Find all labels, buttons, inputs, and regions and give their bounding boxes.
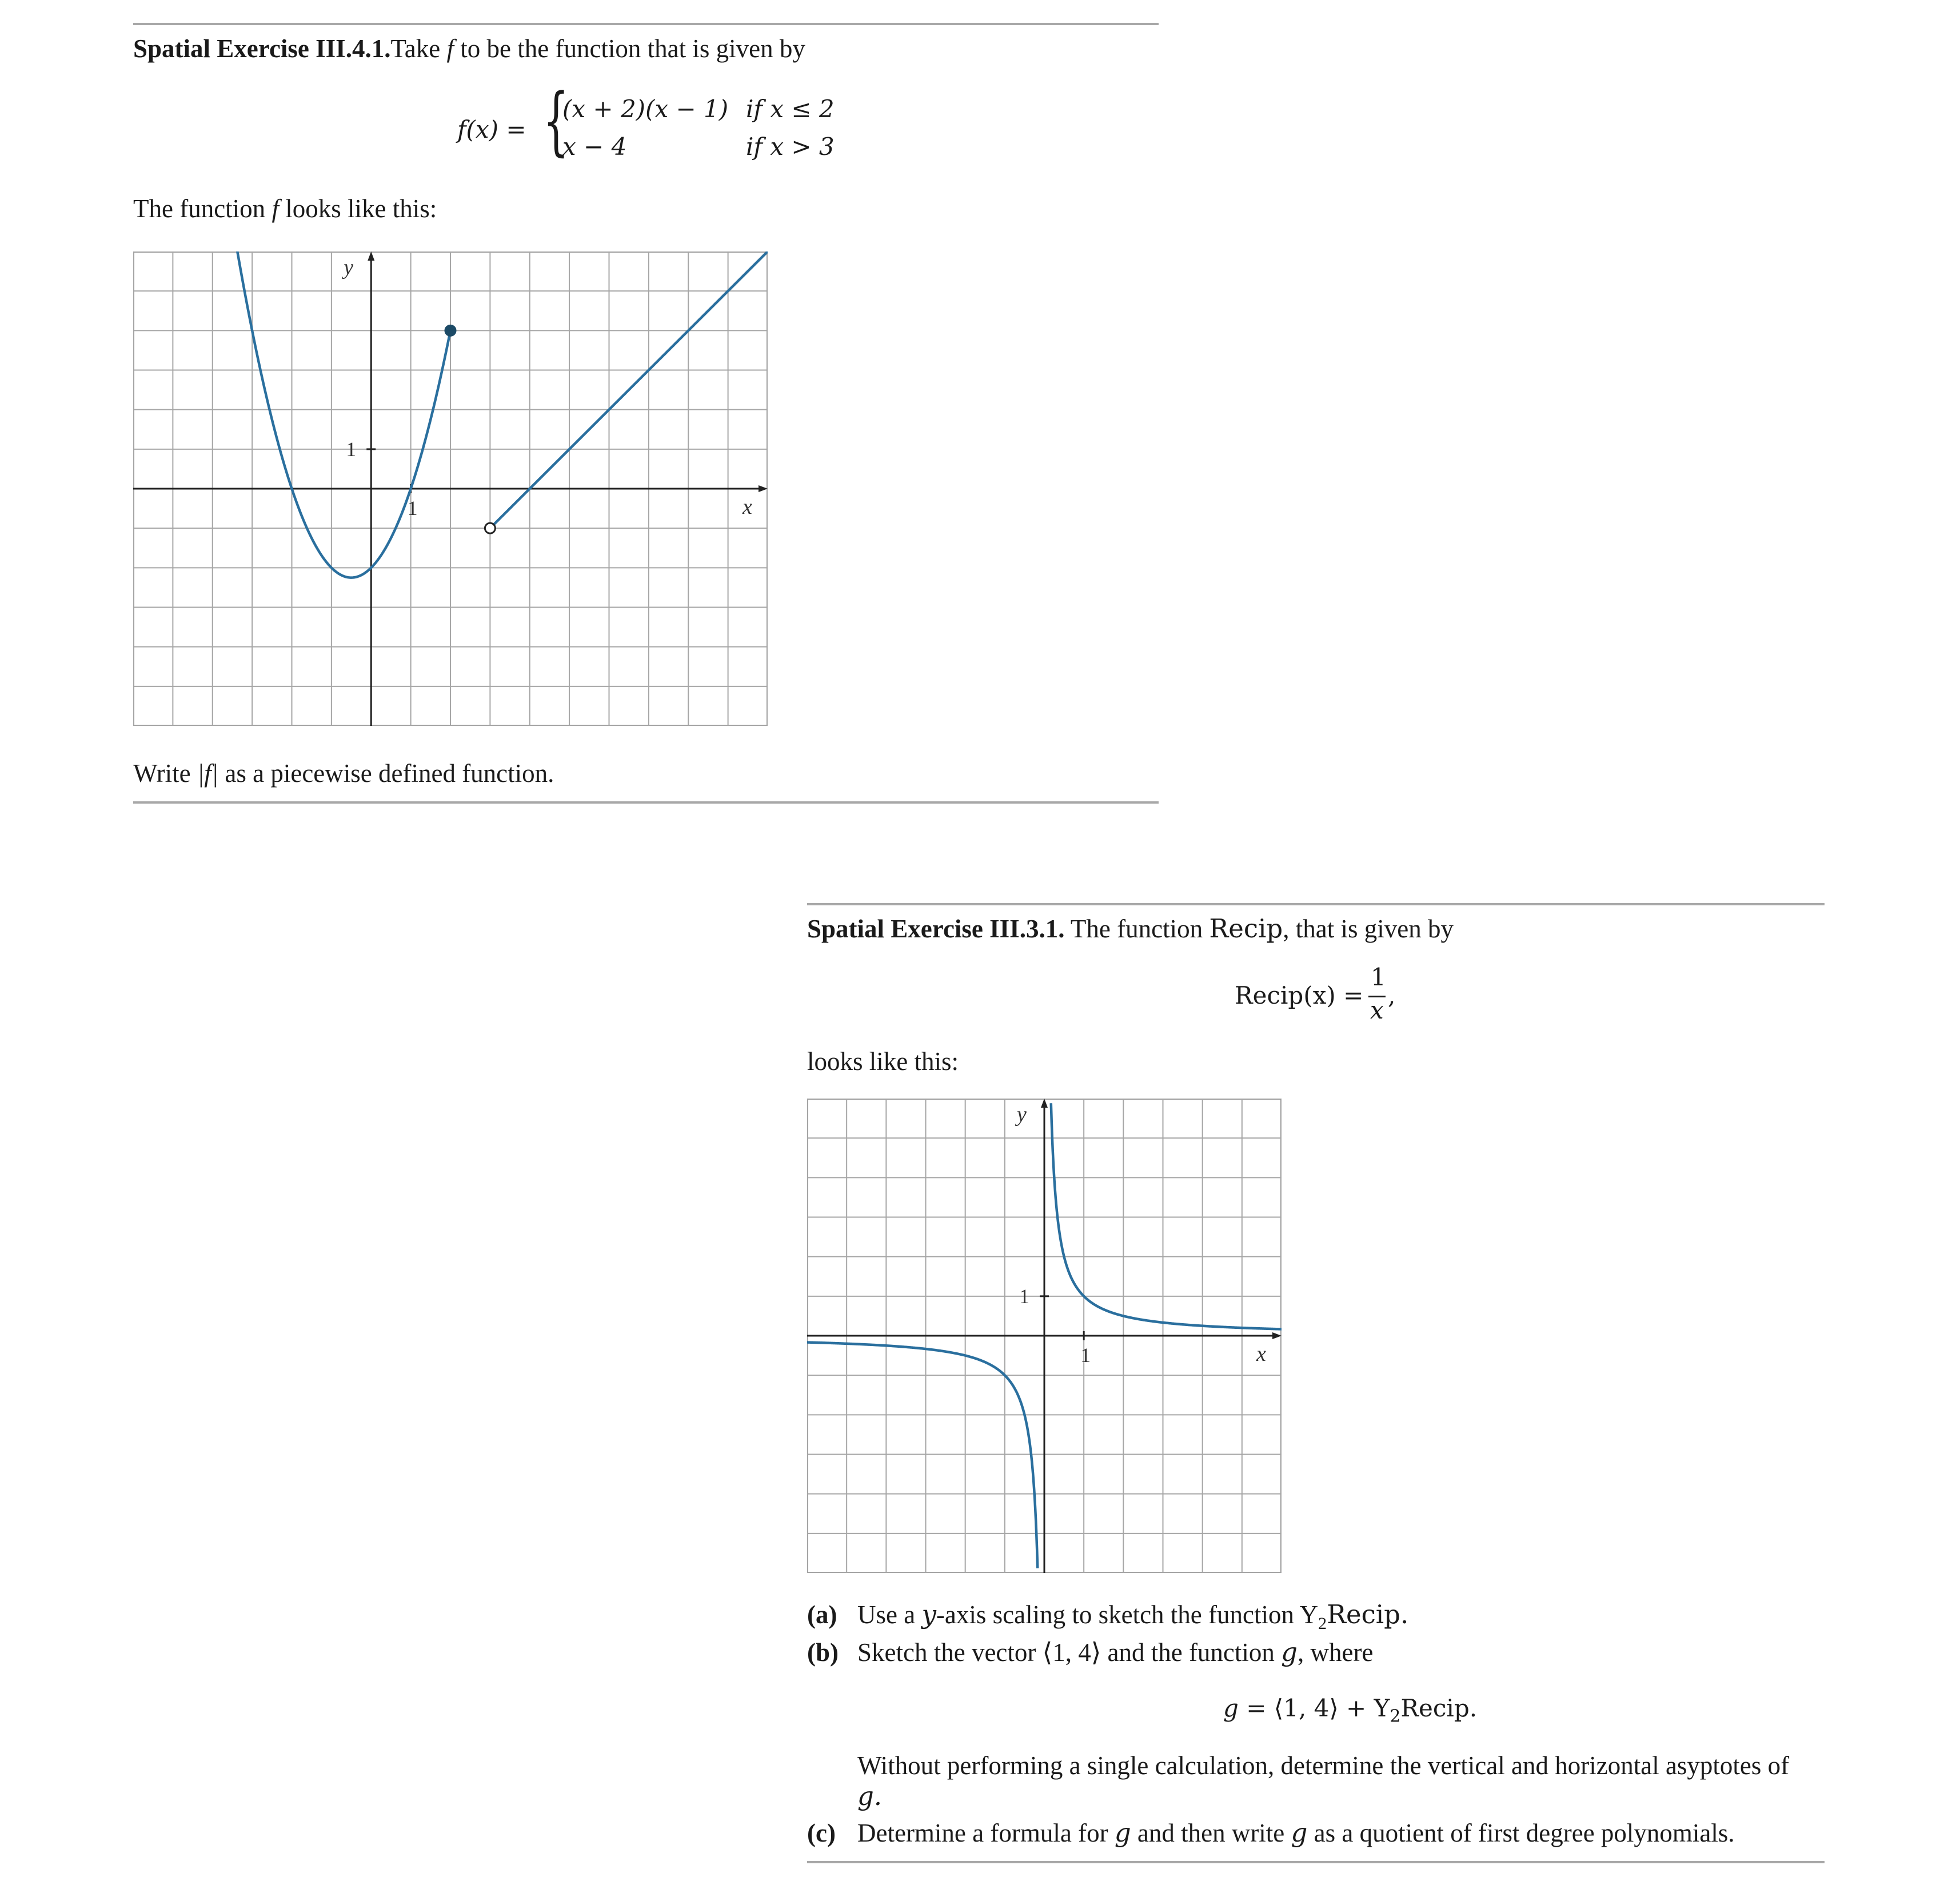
series-curve (1051, 1103, 1282, 1329)
ex1-looks-like: The function f looks like this: (133, 194, 437, 223)
fraction-numerator: 1 (1371, 963, 1386, 991)
ex1-title: Spatial Exercise III.4.1. (133, 34, 391, 63)
bottom-rule-1 (133, 801, 1159, 804)
item-b-note-line2: g. (857, 1781, 883, 1811)
closed-endpoint (445, 325, 456, 336)
case2-expression: x − 4 (562, 133, 627, 161)
item-a-text: Use a y-axis scaling to sketch the function $Y_2Recip$. (857, 1599, 1409, 1633)
chart-recip (807, 1099, 1282, 1573)
case1-expression: (x + 2)(x − 1) (562, 95, 729, 123)
x-tick-label: 1 (1080, 1344, 1091, 1367)
series-curve (807, 1343, 1037, 1568)
ex2-intro: Spatial Exercise III.3.1. The function Recip, that is given by (807, 913, 1454, 944)
x-axis-arrow (759, 485, 768, 492)
axes (807, 1099, 1282, 1573)
item-c-text: Determine a formula for g and then write g as a quotient of first degree polynomials. (857, 1818, 1735, 1848)
item-b-label: (b) (807, 1638, 839, 1667)
top-rule-1 (133, 23, 1159, 25)
item-c-label: (c) (807, 1819, 836, 1847)
chart-f (133, 251, 768, 726)
item-b-equation: g = ⟨1, 4⟩ + $Y_2Recip$. (1223, 1694, 1478, 1727)
case2-condition: if x > 3 (746, 133, 835, 161)
ex1-question: Write |f| as a piecewise defined function. (133, 759, 554, 788)
bottom-rule-2 (807, 1861, 1825, 1863)
x-axis-label: x (743, 495, 752, 519)
recip-lhs: Recip(x) = (1235, 981, 1364, 1009)
ex2-title: Spatial Exercise III.3.1. (807, 914, 1065, 943)
formula-comma: , (1388, 981, 1396, 1009)
item-a-label: (a) (807, 1600, 837, 1629)
y-axis-arrow (368, 251, 374, 261)
ex2-formula (1235, 963, 1406, 1032)
y-axis-label: y (1017, 1103, 1027, 1127)
x-tick-label: 1 (407, 497, 418, 520)
y-tick-label: 1 (1019, 1284, 1029, 1308)
y-axis-label: y (344, 255, 354, 279)
item-b-note-line1: Without performing a single calculation, determine the vertical and horizontal asyptotes of (857, 1751, 1790, 1780)
ex1-intro: Spatial Exercise III.4.1.Take f to be the function that is given by (133, 34, 805, 63)
case1-condition: if x ≤ 2 (746, 95, 835, 123)
x-axis-arrow (1272, 1332, 1282, 1339)
top-rule-2 (807, 903, 1825, 905)
formula-brace: { (543, 77, 569, 164)
fraction-denominator: x (1370, 996, 1384, 1024)
formula-lhs: f(x) = (457, 115, 526, 143)
item-b-text: Sketch the vector ⟨1, 4⟩ and the function g, where (857, 1637, 1374, 1667)
y-axis-arrow (1041, 1099, 1048, 1108)
series-curve (490, 251, 768, 528)
ex1-formula (457, 77, 857, 171)
open-endpoint (485, 523, 495, 533)
y-tick-label: 1 (346, 437, 357, 461)
ex2-looks-like: looks like this: (807, 1047, 959, 1076)
x-axis-label: x (1256, 1342, 1266, 1366)
